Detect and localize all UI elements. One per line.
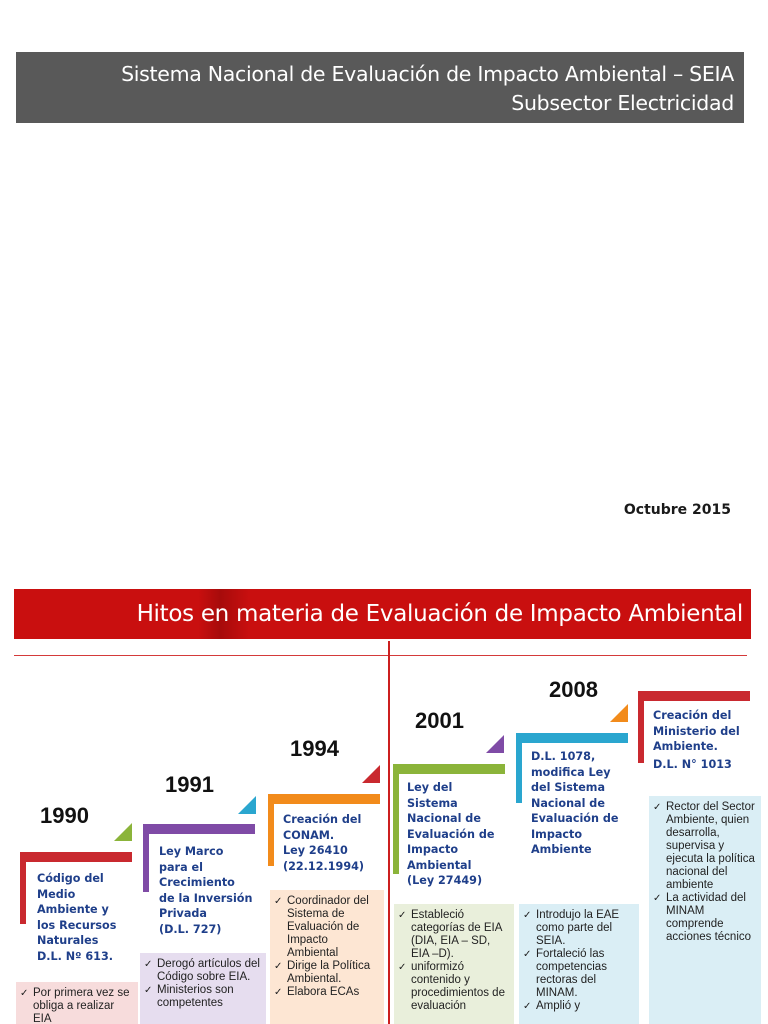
list-item: ✓ Ministerios son competentes [144,984,262,1010]
title-line: D.L. N° 1013 [653,757,732,771]
year-label: 1991 [165,772,214,797]
arrow-bar [143,824,255,834]
list-item: ✓ La actividad del MINAM comprende acciones técnico [653,892,757,944]
arrow-bar [268,794,380,804]
arrow-stem [268,794,274,866]
arrow-stem [20,852,26,924]
year-label: 1994 [290,736,339,761]
arrow-head [610,704,628,722]
hitos-title: Hitos en materia de Evaluación de Impacto Ambiental [136,601,743,627]
horizontal-divider [14,655,747,656]
milestone-title [159,844,259,937]
milestone-list [270,890,384,1024]
title-line: de la Inversión [159,891,253,905]
title-line: Evaluación de [407,827,495,841]
list-item: ✓ Rector del Sector Ambiente, quien desarrolla, supervisa y ejecuta la política nacional del ambiente [653,801,757,892]
arrow-bar [638,691,750,701]
hitos-title-bar [14,589,751,639]
vertical-divider [388,641,390,1024]
title-line: (22.12.1994) [283,859,365,873]
milestone-title [531,749,631,858]
arrow-head [486,735,504,753]
title-line: CONAM. [283,828,335,842]
list-item: ✓ Estableció categorías de EIA (DIA, EIA – SD, EIA –D). [398,909,510,961]
milestone-title [407,780,507,889]
arrow-head [114,823,132,841]
milestone-title [653,708,753,772]
title-line: Ministerio del [653,724,740,738]
list-item: ✓ Amplió y [523,1000,635,1013]
title-line: modifica Ley [531,765,611,779]
year-label: 2001 [415,708,464,733]
slide-date: Octubre 2015 [623,502,731,518]
arrow-stem [638,691,644,763]
title-line: D.L. Nº 613. [37,949,113,963]
arrow-stem [393,764,399,874]
title-line: Ley del [407,781,453,794]
milestone-list [394,904,514,1024]
title-line: Ley 26410 [283,844,348,857]
title-line: Ambiental [407,858,472,872]
title-line: Ambiente. [653,740,718,753]
title-line: para el [159,860,203,874]
arrow-bar [20,852,132,862]
title-line: Ambiente [531,843,592,856]
title-line: Nacional de [531,796,605,810]
slide-title-bar [16,52,744,123]
milestone-title [283,812,383,874]
arrow-head [362,765,380,783]
title-line: del Sistema [531,781,606,794]
title-line: los Recursos [37,918,117,932]
arrow-head [238,796,256,814]
list-item: ✓ Elabora ECAs [274,986,380,999]
milestone-list [140,953,266,1024]
list-item: ✓ Derogó artículos del Código sobre EIA. [144,958,262,984]
title-line: Sistema [407,796,458,810]
title-line: Impacto [531,827,583,841]
list-item: ✓ Coordinador del Sistema de Evaluación de Impacto Ambiental [274,895,380,960]
list-item: ✓ Fortaleció las competencias rectoras del MINAM. [523,948,635,1000]
arrow-stem [143,824,149,892]
year-label: 2008 [549,677,598,702]
list-item: ✓ Por primera vez se obliga a realizar EIA [20,987,134,1024]
slide-title-line2: Subsector Electricidad [511,91,734,115]
list-item: ✓ Introdujo la EAE como parte del SEIA. [523,909,635,948]
list-item: ✓ Dirige la Política Ambiental. [274,960,380,986]
title-line: Impacto [407,843,459,856]
arrow-bar [393,764,505,774]
title-line: Crecimiento [159,876,235,889]
milestone-list [649,796,761,1024]
title-line: Ley Marco [159,845,224,858]
arrow-bar [516,733,628,743]
title-line: Medio [37,887,76,901]
title-line: Privada [159,907,207,920]
year-label: 1990 [40,803,89,828]
title-line: D.L. 1078, [531,750,596,763]
title-line: Creación del [283,813,362,826]
milestone-list [519,904,639,1024]
title-line: Naturales [37,934,99,947]
title-line: (Ley 27449) [407,874,483,887]
title-line: Código del [37,872,104,885]
title-line: Nacional de [407,812,481,825]
title-line: Creación del [653,709,732,722]
list-item: ✓ uniformizó contenido y procedimientos de evaluación [398,961,510,1013]
title-line: Evaluación de [531,812,619,825]
title-line: Ambiente y [37,903,109,916]
milestone-title [37,871,137,964]
arrow-stem [516,733,522,803]
slide-title-line1: Sistema Nacional de Evaluación de Impacto Ambiental – SEIA [121,62,734,86]
title-line: (D.L. 727) [159,922,222,936]
milestone-list [16,982,138,1024]
